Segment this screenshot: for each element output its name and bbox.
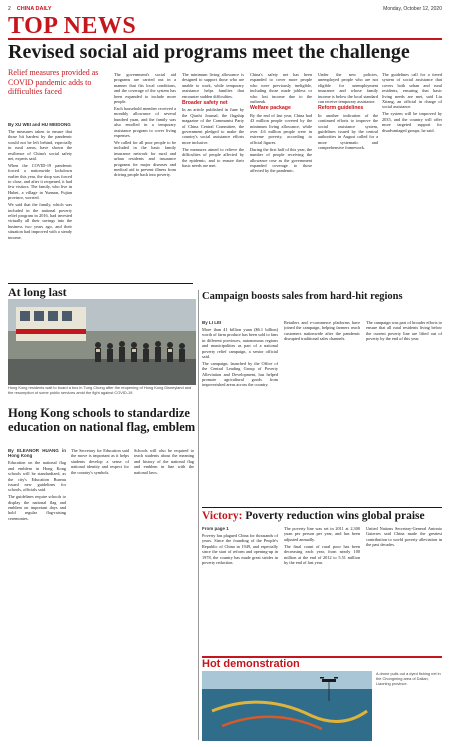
hk-schools-paragraph: Schools will also be required to teach students about the meaning and history of the national flag and emblem in line with the national laws. [134,448,194,475]
fishing-net-photo [202,671,372,741]
campaign-column-1 [202,320,278,500]
drone-fishing-illustration [202,671,372,741]
section-banner [8,14,442,40]
lead-paragraph: China's safety net has been expanded to cover more people who were previously ineligible, including those made jobless or who lost income due to the outbreak. [250,72,312,105]
lead-byline: By XU WEI and HU MEIDONG [8,122,71,127]
lead-column-6 [382,72,442,280]
campaign-column-2 [284,320,360,500]
lead-paragraph: The government's social aid programs are carried out in a manner that fits local conditions, and the coverage of the system has been expanded to include more people. [114,72,176,105]
lead-paragraph: The measures aimed to relieve the difficulties of people affected by the epidemic, and to ensure their basic needs are met. [182,146,244,168]
bus-queue-photo [8,299,196,385]
lead-headline: Revised social aid programs meet the challenge [8,41,410,63]
hot-demonstration-caption: A drone pulls out a dyed fishing net in the Chongming area of Dalian, Liaoning province. [376,671,441,686]
victory-column-2 [284,526,360,652]
campaign-paragraph: The campaign, launched by the Office of the Central Leading Group of Poverty Alleviation and Development, has helped promote agricultural goods from impoverished areas across the country. [202,360,278,388]
hot-demonstration-label: Hot demonstration [202,656,442,670]
lead-paragraph: We called for all poor people to be included in the basic family insurance network for rural and urban residents and insurance programs for major diseases and medical aid to prevent illness from driving people back into poverty. [114,139,176,178]
campaign-paragraph: Retailers and e-commerce platforms have joined the campaign, helping farmers reach customers nationwide after the pandemic disrupted traditional sales channels. [284,320,360,342]
lead-paragraph: The measures taken to ensure that those hit hardest by the pandemic would not be left behind, especially in rural areas, have shown the resilience of China's social safety net, experts said. [8,128,72,161]
victory-paragraph: Poverty has plagued China for thousands of years. Since the founding of the People's Republic of China in 1949, and especially since the start of reform and opening-up in 1978, the country has made great strides in poverty reduction. [202,532,278,565]
page-number: 2 [8,6,11,12]
campaign-headline: Campaign boosts sales from hard-hit regions [202,291,403,302]
lead-paragraph: Each household member received a monthly allowance of several hundred yuan, and the family was also enrolled in a temporary assistance program to cover living expenses. [114,105,176,138]
photo-section-label: At long last [8,283,193,299]
lead-paragraph: During the first half of this year, the number of people receiving the allowance rose as the government expanded coverage to those affected by the pandemic. [250,146,312,174]
lead-paragraph: We said that the family, which was included in the national poverty relief program in 2016, had invested virtually all their savings into the business two years ago, and their situation had improved with a steady income. [8,202,72,240]
hk-schools-column-3 [134,448,194,740]
victory-kicker: Victory: [202,510,243,522]
victory-headline [202,507,442,523]
lead-paragraph: By the end of last year, China had 43 million people covered by the minimum living allowance, while over 4.6 million people were in extreme poverty, according to official figures. [250,112,312,145]
hk-schools-column-2 [71,448,129,740]
lead-paragraph: In another indication of the continued efforts to improve the social assistance system, guidelines issued by the central authorities in August called for a more systematic and comprehensive framework. [318,112,378,151]
campaign-paragraph: More than 41 billion yuan ($6.1 billion) worth of farm produce has been sold to fans in different provinces, autonomous regions and municipalities as part of a national poverty relief campaign, a senior official said. [202,326,278,359]
subhead-welfare-package: Welfare package [250,104,291,111]
lead-paragraph: Under the new policies, unemployed people who are not eligible for unemployment insurance and whose family income is below the local standard can receive temporary assistance. [318,72,378,105]
lead-paragraph: The system will be improved by 2035, and the country will offer more targeted support for disadvantaged groups, he said. [382,111,442,133]
victory-paragraph: The final count of rural poor has been decreasing each year, from nearly 100 million at the end of 2012 to 5.51 million by the end of last year. [284,543,360,565]
lead-column-1 [8,122,72,280]
hk-schools-paragraph: The guidelines require schools to display the national flag and emblem on important days and hold regular flag-raising ceremonies. [8,494,66,521]
hk-schools-column-1 [8,448,66,740]
lead-paragraph: The minimum living allowance is designed to support those who are unable to work, while temporary assistance helps families that encounter sudden difficulties. [182,72,244,99]
hk-schools-headline: Hong Kong schools to standardize education on national flag, emblem [8,406,196,434]
lead-column-1b [76,122,106,280]
victory-column-3 [366,526,442,652]
subhead-broader-safety-net: Broader safety net [182,99,228,106]
campaign-paragraph: The campaign was part of broader efforts to ensure that all rural residents living below the current poverty line are lifted out of poverty by the end of this year. [366,320,442,342]
victory-paragraph: United Nations Secretary-General Antonio Guterres said China made the greatest contribution to world poverty alleviation in the past decades. [366,526,442,548]
lead-column-5 [318,72,378,280]
bus-queue-illustration [8,299,196,385]
lead-column-2 [114,72,176,280]
photo-caption: Hong Kong residents wait to board a bus in Tung Chung after the reopening of Hong Kong Disneyland and the resumption of some public services amid the fight against COVID-19. [8,385,192,395]
lead-paragraph: The guidelines call for a tiered system of social assistance that covers both urban and rural residents, ensuring that basic living needs are met, said Liu Xitang, an official in charge of social assistance. [382,72,442,110]
subhead-reform-guidelines: Reform guidelines [318,104,364,111]
hk-schools-paragraph: The Secretary for Education said the move is important as it helps students develop a sense of national identity and respect for the country's symbols. [71,448,129,475]
campaign-byline: By LI LEI [202,320,222,325]
column-rule [198,290,199,740]
victory-paragraph: The poverty line was set in 2011 at 2,300 yuan per person per year, and has been adjusted annually. [284,526,360,542]
lead-column-3 [182,72,244,280]
victory-byline: From page 1 [202,526,229,531]
newspaper-logo: CHINA DAILY [16,6,52,12]
campaign-column-3 [366,320,442,500]
issue-date: Monday, October 12, 2020 [383,6,442,12]
lead-paragraph: When the COVID-19 pandemic forced a nationwide lockdown earlier this year, the shop was forced to close, and after it reopened, it had few visitors. The family, who live in Hubei, a village in Yunnan, Fujian province, worried. [8,162,72,201]
lead-paragraph: In an article published in June by the Qiushi Journal, the flagship magazine of the Communist Party of China Central Committee, the government pledged to make the country's social assistance efforts more inclusive. [182,107,244,145]
victory-column-1 [202,526,278,652]
section-title: TOP NEWS [8,13,137,39]
lead-column-4 [250,72,312,280]
victory-headline-text: Poverty reduction wins global praise [245,510,425,522]
hk-schools-paragraph: Education on the national flag and emblem in Hong Kong schools will be standardized, as the city's Education Bureau issued new guidelines for schools, officials said. [8,460,66,493]
lead-deck: Relief measures provided as COVID pandemic adds to difficulties faced [8,68,99,96]
hk-schools-byline: By ELEANOR HUANG in Hong Kong [8,448,66,459]
